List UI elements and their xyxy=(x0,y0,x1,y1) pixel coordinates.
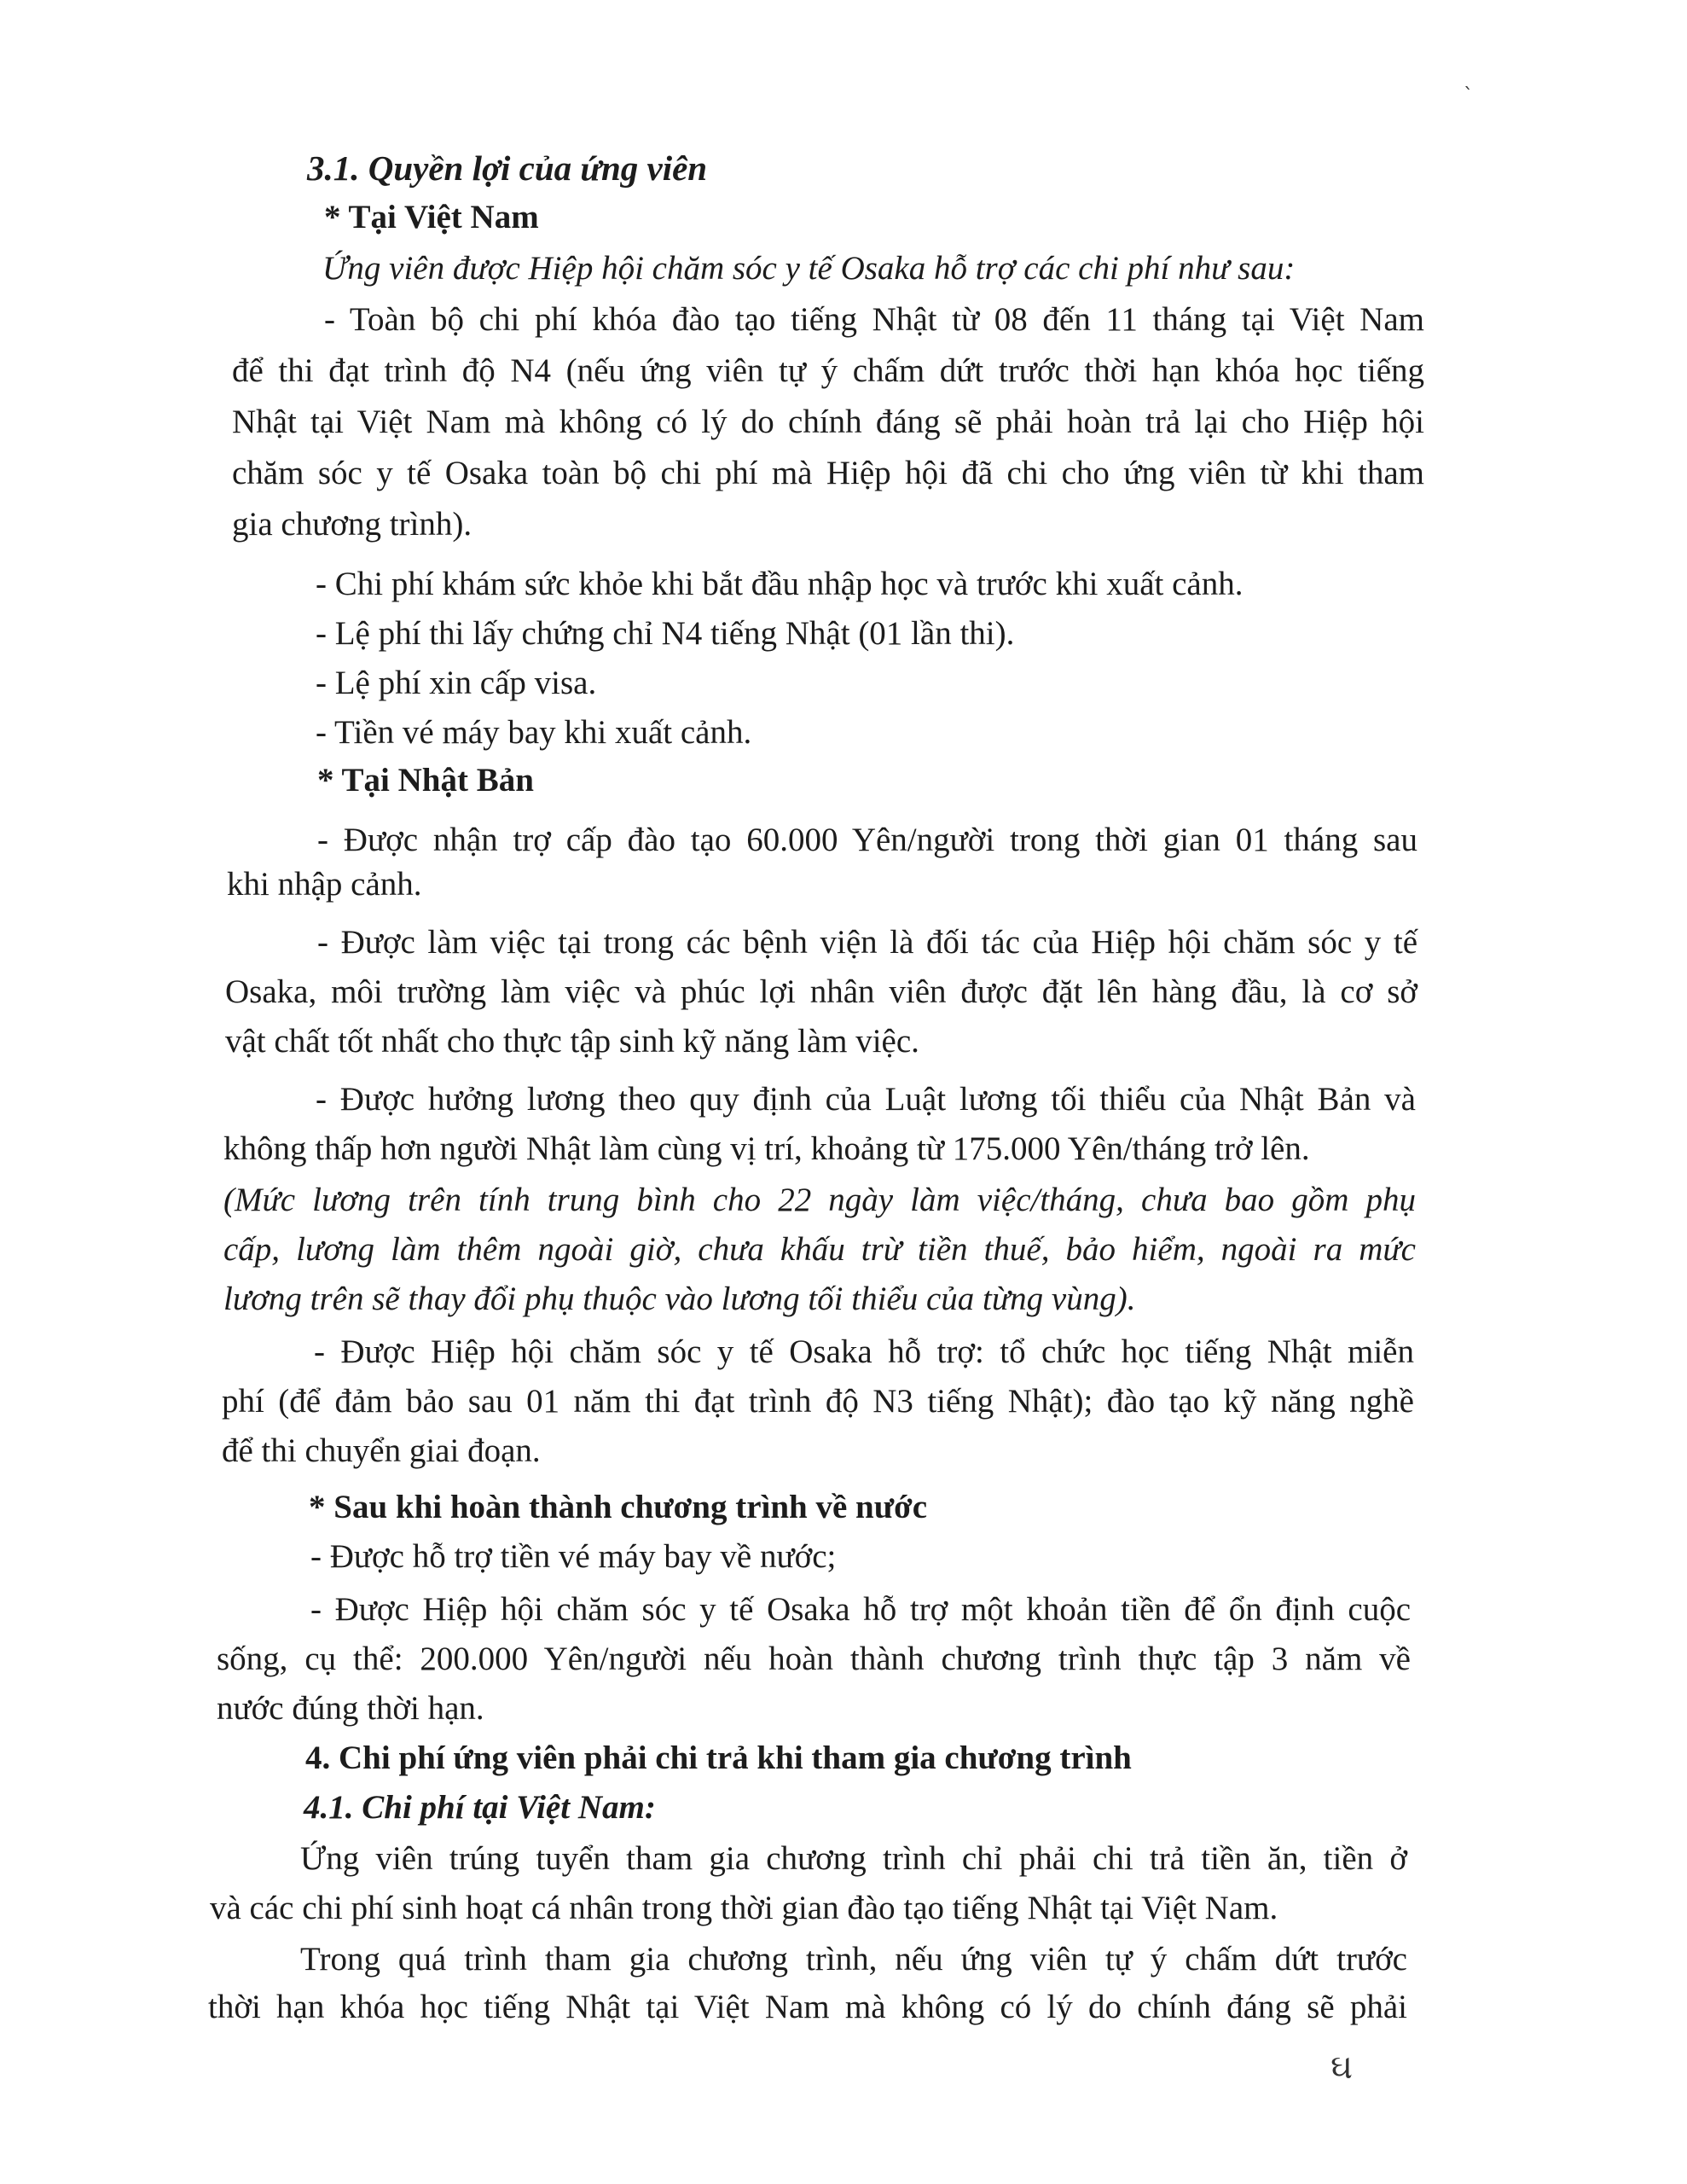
corner-mark: ՝ xyxy=(1465,85,1470,107)
vietnam-paragraph-line: chăm sóc y tế Osaka toàn bộ chi phí mà Hiệp hội đã chi cho ứng viên từ khi tham xyxy=(232,455,1424,491)
salary-note-line: cấp, lương làm thêm ngoài giờ, chưa khấu trừ tiền thuế, bảo hiểm, ngoài ra mức xyxy=(223,1231,1416,1268)
japan-paragraph-line: Osaka, môi trường làm việc và phúc lợi nhân viên được đặt lên hàng đầu, là cơ sở xyxy=(225,973,1417,1010)
after-program-paragraph-line: - Được Hiệp hội chăm sóc y tế Osaka hỗ trợ một khoản tiền để ổn định cuộc xyxy=(310,1591,1411,1628)
japan-paragraph-line: phí (để đảm bảo sau 01 năm thi đạt trình độ N3 tiếng Nhật); đào tạo kỹ năng nghề xyxy=(222,1383,1414,1420)
vietnam-item: - Lệ phí thi lấy chứng chỉ N4 tiếng Nhật (01 lần thi). xyxy=(316,615,1015,652)
vietnam-item: - Chi phí khám sức khỏe khi bắt đầu nhập học và trước khi xuất cảnh. xyxy=(316,566,1244,602)
section-4-1-paragraph-line: và các chi phí sinh hoạt cá nhân trong thời gian đào tạo tiếng Nhật tại Việt Nam. xyxy=(210,1890,1278,1926)
after-program-item: - Được hỗ trợ tiền vé máy bay về nước; xyxy=(310,1538,837,1575)
heading-4-1: 4.1. Chi phí tại Việt Nam: xyxy=(304,1789,656,1826)
heading-4: 4. Chi phí ứng viên phải chi trả khi tham gia chương trình xyxy=(305,1740,1132,1776)
after-program-paragraph-line: nước đúng thời hạn. xyxy=(217,1690,484,1727)
heading-after-program: * Sau khi hoàn thành chương trình về nước xyxy=(309,1489,928,1525)
vietnam-intro: Ứng viên được Hiệp hội chăm sóc y tế Osaka hỗ trợ các chi phí như sau: xyxy=(322,250,1296,287)
page-initial-mark: ઘ xyxy=(1330,2048,1354,2087)
japan-paragraph-line: để thi chuyển giai đoạn. xyxy=(222,1432,541,1469)
heading-3-1: 3.1. Quyền lợi của ứng viên xyxy=(307,148,708,188)
japan-paragraph-line: vật chất tốt nhất cho thực tập sinh kỹ năng làm việc. xyxy=(225,1023,919,1060)
heading-japan: * Tại Nhật Bản xyxy=(317,762,534,799)
section-4-1-paragraph-line: Trong quá trình tham gia chương trình, nếu ứng viên tự ý chấm dứt trước xyxy=(300,1941,1407,1978)
vietnam-paragraph-line: gia chương trình). xyxy=(232,506,472,543)
japan-paragraph-line: khi nhập cảnh. xyxy=(227,866,422,903)
section-4-1-paragraph-line: thời hạn khóa học tiếng Nhật tại Việt Nam mà không có lý do chính đáng sẽ phải xyxy=(208,1989,1407,2025)
vietnam-paragraph-line: - Toàn bộ chi phí khóa đào tạo tiếng Nhật từ 08 đến 11 tháng tại Việt Nam xyxy=(324,301,1424,338)
japan-paragraph-line: - Được nhận trợ cấp đào tạo 60.000 Yên/người trong thời gian 01 tháng sau xyxy=(317,822,1417,858)
vietnam-item: - Tiền vé máy bay khi xuất cảnh. xyxy=(316,714,752,751)
vietnam-paragraph-line: Nhật tại Việt Nam mà không có lý do chính đáng sẽ phải hoàn trả lại cho Hiệp hội xyxy=(232,404,1424,440)
japan-paragraph-line: - Được làm việc tại trong các bệnh viện là đối tác của Hiệp hội chăm sóc y tế xyxy=(317,924,1417,961)
salary-note-line: lương trên sẽ thay đổi phụ thuộc vào lương tối thiểu của từng vùng). xyxy=(223,1281,1136,1317)
section-4-1-paragraph-line: Ứng viên trúng tuyển tham gia chương trình chỉ phải chi trả tiền ăn, tiền ở xyxy=(300,1840,1407,1877)
japan-paragraph-line: không thấp hơn người Nhật làm cùng vị trí, khoảng từ 175.000 Yên/tháng trở lên. xyxy=(223,1130,1310,1167)
vietnam-item: - Lệ phí xin cấp visa. xyxy=(316,665,597,701)
japan-paragraph-line: - Được hưởng lương theo quy định của Luật lương tối thiểu của Nhật Bản và xyxy=(316,1081,1416,1118)
vietnam-paragraph-line: để thi đạt trình độ N4 (nếu ứng viên tự ý chấm dứt trước thời hạn khóa học tiếng xyxy=(232,352,1424,389)
japan-paragraph-line: - Được Hiệp hội chăm sóc y tế Osaka hỗ trợ: tổ chức học tiếng Nhật miễn xyxy=(314,1333,1414,1370)
after-program-paragraph-line: sống, cụ thể: 200.000 Yên/người nếu hoàn thành chương trình thực tập 3 năm về xyxy=(217,1641,1411,1677)
salary-note-line: (Mức lương trên tính trung bình cho 22 ngày làm việc/tháng, chưa bao gồm phụ xyxy=(223,1182,1416,1218)
heading-vietnam: * Tại Việt Nam xyxy=(324,199,539,235)
